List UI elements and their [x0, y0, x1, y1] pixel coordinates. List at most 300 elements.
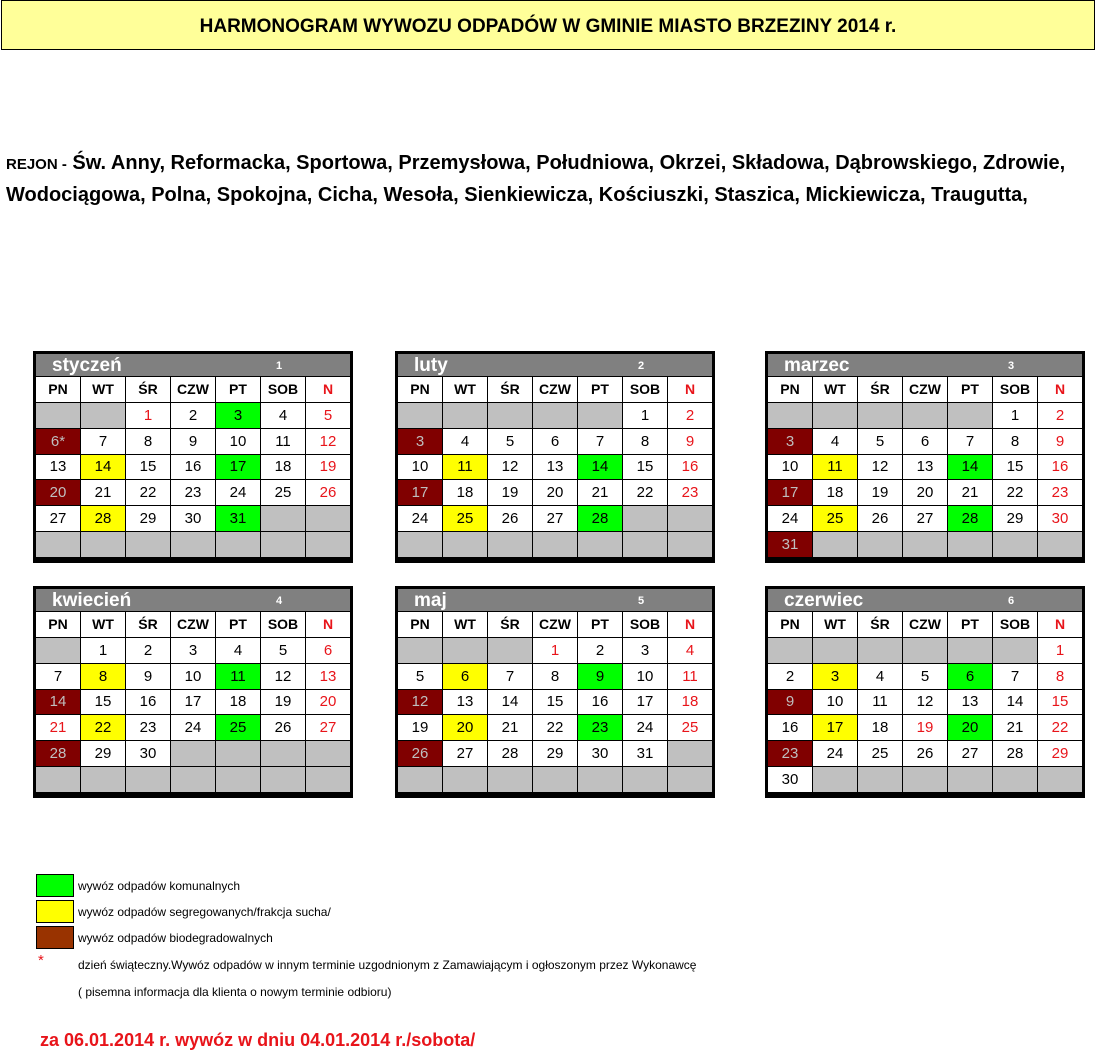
day-cell: 16 [768, 715, 812, 740]
day-cell: 1 [993, 403, 1037, 428]
day-cell: 27 [948, 741, 992, 766]
empty-day-cell [1038, 532, 1082, 557]
day-cell: 21 [81, 480, 125, 505]
empty-day-cell [533, 403, 577, 428]
empty-day-cell [398, 532, 442, 557]
month-number: 5 [638, 595, 645, 607]
day-cell: 7 [948, 429, 992, 454]
empty-day-cell [216, 767, 260, 792]
page-title: HARMONOGRAM WYWOZU ODPADÓW W GMINIE MIASTO BRZEZINY 2014 r. [1, 0, 1095, 50]
day-cell: 22 [993, 480, 1037, 505]
day-cell: 26 [903, 741, 947, 766]
day-cell: 5 [488, 429, 532, 454]
day-cell: 4 [668, 638, 712, 663]
empty-day-cell [443, 638, 487, 663]
day-cell: 26 [306, 480, 350, 505]
day-cell: 3 [398, 429, 442, 454]
day-cell: 28 [488, 741, 532, 766]
day-cell: 13 [443, 690, 487, 715]
empty-day-cell [578, 532, 622, 557]
weekday-header: N [668, 377, 712, 402]
day-cell: 28 [948, 506, 992, 531]
month-number: 2 [638, 360, 645, 372]
day-cell: 25 [668, 715, 712, 740]
day-cell: 29 [993, 506, 1037, 531]
day-cell: 13 [948, 690, 992, 715]
weekday-header: N [668, 612, 712, 637]
day-cell: 14 [488, 690, 532, 715]
weekday-header: N [1038, 612, 1082, 637]
day-cell: 4 [813, 429, 857, 454]
empty-day-cell [993, 532, 1037, 557]
day-cell: 13 [36, 455, 80, 480]
month-header [398, 589, 712, 611]
day-cell: 13 [903, 455, 947, 480]
day-cell: 14 [578, 455, 622, 480]
month-calendar [395, 586, 715, 798]
weekday-header: PN [398, 612, 442, 637]
empty-day-cell [488, 403, 532, 428]
month-grid [398, 377, 712, 557]
day-cell: 8 [81, 664, 125, 689]
day-cell: 9 [578, 664, 622, 689]
day-cell: 11 [858, 690, 902, 715]
footer-note: za 06.01.2014 r. wywóz w dniu 04.01.2014 r./sobota/ [40, 1030, 476, 1050]
day-cell: 5 [858, 429, 902, 454]
empty-day-cell [993, 767, 1037, 792]
empty-day-cell [813, 767, 857, 792]
day-cell: 22 [126, 480, 170, 505]
month-grid [768, 612, 1082, 792]
month-name: kwiecień [52, 590, 132, 611]
legend-swatch-green [36, 874, 74, 897]
empty-day-cell [948, 638, 992, 663]
month-number: 6 [1008, 595, 1015, 607]
day-cell: 27 [36, 506, 80, 531]
weekday-header: PN [36, 377, 80, 402]
day-cell: 19 [398, 715, 442, 740]
day-cell: 15 [993, 455, 1037, 480]
day-cell: 21 [948, 480, 992, 505]
empty-day-cell [171, 767, 215, 792]
weekday-header: PN [398, 377, 442, 402]
month-header [36, 354, 350, 376]
day-cell: 1 [126, 403, 170, 428]
empty-day-cell [306, 767, 350, 792]
weekday-header: CZW [171, 377, 215, 402]
weekday-header: PN [768, 612, 812, 637]
legend-swatch-brown [36, 926, 74, 949]
day-cell: 22 [623, 480, 667, 505]
weekday-header: WT [81, 377, 125, 402]
day-cell: 22 [533, 715, 577, 740]
empty-day-cell [398, 767, 442, 792]
day-cell: 4 [261, 403, 305, 428]
day-cell: 18 [261, 455, 305, 480]
day-cell: 3 [623, 638, 667, 663]
weekday-header: PN [768, 377, 812, 402]
weekday-header: SOB [993, 612, 1037, 637]
holiday-asterisk: * [38, 952, 44, 969]
day-cell: 9 [126, 664, 170, 689]
day-cell: 18 [443, 480, 487, 505]
day-cell: 21 [578, 480, 622, 505]
day-cell: 23 [1038, 480, 1082, 505]
weekday-header: N [1038, 377, 1082, 402]
day-cell: 13 [306, 664, 350, 689]
day-cell: 17 [768, 480, 812, 505]
day-cell: 23 [768, 741, 812, 766]
day-cell: 26 [261, 715, 305, 740]
region-description [6, 148, 1096, 211]
day-cell: 17 [813, 715, 857, 740]
day-cell: 23 [668, 480, 712, 505]
month-header [768, 589, 1082, 611]
day-cell: 20 [443, 715, 487, 740]
empty-day-cell [398, 403, 442, 428]
day-cell: 20 [948, 715, 992, 740]
day-cell: 28 [36, 741, 80, 766]
day-cell: 6 [533, 429, 577, 454]
day-cell: 20 [306, 690, 350, 715]
day-cell: 9 [768, 690, 812, 715]
weekday-header: PT [216, 612, 260, 637]
month-name: maj [414, 590, 447, 611]
empty-day-cell [126, 767, 170, 792]
day-cell: 28 [993, 741, 1037, 766]
empty-day-cell [993, 638, 1037, 663]
weekday-header: SOB [993, 377, 1037, 402]
day-cell: 2 [1038, 403, 1082, 428]
day-cell: 27 [903, 506, 947, 531]
empty-day-cell [578, 403, 622, 428]
day-cell: 8 [533, 664, 577, 689]
day-cell: 5 [261, 638, 305, 663]
day-cell: 25 [261, 480, 305, 505]
legend-swatch-yellow [36, 900, 74, 923]
month-grid [398, 612, 712, 792]
day-cell: 25 [813, 506, 857, 531]
day-cell: 27 [533, 506, 577, 531]
empty-day-cell [948, 403, 992, 428]
empty-day-cell [623, 506, 667, 531]
day-cell: 6* [36, 429, 80, 454]
day-cell: 20 [36, 480, 80, 505]
weekday-header: WT [813, 612, 857, 637]
day-cell: 25 [443, 506, 487, 531]
empty-day-cell [533, 767, 577, 792]
weekday-header: SOB [623, 377, 667, 402]
day-cell: 3 [216, 403, 260, 428]
day-cell: 26 [858, 506, 902, 531]
empty-day-cell [813, 638, 857, 663]
day-cell: 24 [398, 506, 442, 531]
day-cell: 4 [443, 429, 487, 454]
empty-day-cell [668, 506, 712, 531]
empty-day-cell [948, 767, 992, 792]
empty-day-cell [261, 506, 305, 531]
day-cell: 16 [171, 455, 215, 480]
empty-day-cell [668, 741, 712, 766]
weekday-header: ŚR [488, 377, 532, 402]
day-cell: 1 [81, 638, 125, 663]
month-number: 3 [1008, 360, 1015, 372]
day-cell: 18 [813, 480, 857, 505]
day-cell: 10 [623, 664, 667, 689]
month-calendar [765, 586, 1085, 798]
empty-day-cell [171, 532, 215, 557]
day-cell: 19 [903, 715, 947, 740]
weekday-header: PT [578, 612, 622, 637]
weekday-header: WT [813, 377, 857, 402]
day-cell: 8 [993, 429, 1037, 454]
day-cell: 28 [578, 506, 622, 531]
day-cell: 28 [81, 506, 125, 531]
month-grid [768, 377, 1082, 557]
empty-day-cell [306, 506, 350, 531]
day-cell: 29 [1038, 741, 1082, 766]
day-cell: 7 [488, 664, 532, 689]
weekday-header: PN [36, 612, 80, 637]
empty-day-cell [398, 638, 442, 663]
day-cell: 26 [488, 506, 532, 531]
empty-day-cell [443, 403, 487, 428]
weekday-header: N [306, 377, 350, 402]
empty-day-cell [306, 532, 350, 557]
day-cell: 27 [443, 741, 487, 766]
day-cell: 2 [578, 638, 622, 663]
month-calendar [33, 351, 353, 563]
day-cell: 8 [126, 429, 170, 454]
day-cell: 24 [813, 741, 857, 766]
day-cell: 6 [443, 664, 487, 689]
empty-day-cell [858, 532, 902, 557]
empty-day-cell [216, 741, 260, 766]
empty-day-cell [858, 403, 902, 428]
empty-day-cell [668, 532, 712, 557]
weekday-header: ŚR [126, 612, 170, 637]
weekday-header: ŚR [126, 377, 170, 402]
empty-day-cell [36, 403, 80, 428]
day-cell: 17 [623, 690, 667, 715]
empty-day-cell [858, 638, 902, 663]
legend-label-segregated: wywóz odpadów segregowanych/frakcja sucha/ [78, 905, 331, 919]
day-cell: 10 [813, 690, 857, 715]
day-cell: 6 [903, 429, 947, 454]
month-header [768, 354, 1082, 376]
day-cell: 2 [768, 664, 812, 689]
empty-day-cell [488, 638, 532, 663]
day-cell: 14 [81, 455, 125, 480]
day-cell: 6 [306, 638, 350, 663]
day-cell: 12 [858, 455, 902, 480]
day-cell: 16 [126, 690, 170, 715]
month-name: marzec [784, 355, 850, 376]
day-cell: 31 [216, 506, 260, 531]
day-cell: 12 [306, 429, 350, 454]
empty-day-cell [443, 767, 487, 792]
day-cell: 11 [813, 455, 857, 480]
empty-day-cell [261, 767, 305, 792]
day-cell: 9 [1038, 429, 1082, 454]
day-cell: 18 [668, 690, 712, 715]
day-cell: 10 [398, 455, 442, 480]
day-cell: 7 [578, 429, 622, 454]
day-cell: 22 [81, 715, 125, 740]
region-label: REJON - [6, 156, 67, 173]
empty-day-cell [81, 767, 125, 792]
day-cell: 26 [398, 741, 442, 766]
day-cell: 14 [993, 690, 1037, 715]
day-cell: 19 [261, 690, 305, 715]
empty-day-cell [171, 741, 215, 766]
empty-day-cell [903, 532, 947, 557]
empty-day-cell [858, 767, 902, 792]
weekday-header: SOB [623, 612, 667, 637]
weekday-header: WT [443, 612, 487, 637]
day-cell: 24 [623, 715, 667, 740]
day-cell: 15 [126, 455, 170, 480]
empty-day-cell [36, 532, 80, 557]
day-cell: 31 [623, 741, 667, 766]
day-cell: 9 [668, 429, 712, 454]
day-cell: 14 [948, 455, 992, 480]
day-cell: 5 [306, 403, 350, 428]
day-cell: 7 [993, 664, 1037, 689]
day-cell: 12 [398, 690, 442, 715]
day-cell: 3 [171, 638, 215, 663]
day-cell: 11 [261, 429, 305, 454]
day-cell: 27 [306, 715, 350, 740]
weekday-header: CZW [171, 612, 215, 637]
day-cell: 12 [488, 455, 532, 480]
day-cell: 6 [948, 664, 992, 689]
empty-day-cell [768, 638, 812, 663]
day-cell: 8 [623, 429, 667, 454]
day-cell: 17 [398, 480, 442, 505]
day-cell: 18 [216, 690, 260, 715]
day-cell: 24 [171, 715, 215, 740]
month-number: 1 [276, 360, 283, 372]
day-cell: 20 [903, 480, 947, 505]
empty-day-cell [768, 403, 812, 428]
month-name: styczeń [52, 355, 122, 376]
day-cell: 2 [126, 638, 170, 663]
day-cell: 24 [216, 480, 260, 505]
day-cell: 9 [171, 429, 215, 454]
empty-day-cell [903, 767, 947, 792]
empty-day-cell [903, 638, 947, 663]
empty-day-cell [261, 741, 305, 766]
day-cell: 31 [768, 532, 812, 557]
day-cell: 20 [533, 480, 577, 505]
empty-day-cell [813, 532, 857, 557]
empty-day-cell [623, 767, 667, 792]
day-cell: 7 [36, 664, 80, 689]
weekday-header: PT [216, 377, 260, 402]
weekday-header: ŚR [488, 612, 532, 637]
weekday-header: SOB [261, 377, 305, 402]
day-cell: 14 [36, 690, 80, 715]
month-calendar [33, 586, 353, 798]
empty-day-cell [488, 532, 532, 557]
weekday-header: ŚR [858, 377, 902, 402]
day-cell: 17 [216, 455, 260, 480]
month-grid [36, 377, 350, 557]
day-cell: 17 [171, 690, 215, 715]
day-cell: 30 [1038, 506, 1082, 531]
day-cell: 25 [858, 741, 902, 766]
day-cell: 23 [126, 715, 170, 740]
day-cell: 10 [216, 429, 260, 454]
day-cell: 22 [1038, 715, 1082, 740]
day-cell: 30 [578, 741, 622, 766]
day-cell: 21 [488, 715, 532, 740]
day-cell: 15 [81, 690, 125, 715]
day-cell: 12 [261, 664, 305, 689]
month-name: czerwiec [784, 590, 864, 611]
legend-label-municipal: wywóz odpadów komunalnych [78, 879, 241, 893]
day-cell: 7 [81, 429, 125, 454]
day-cell: 29 [533, 741, 577, 766]
day-cell: 1 [1038, 638, 1082, 663]
day-cell: 3 [768, 429, 812, 454]
day-cell: 19 [858, 480, 902, 505]
empty-day-cell [668, 767, 712, 792]
weekday-header: PT [948, 612, 992, 637]
day-cell: 15 [1038, 690, 1082, 715]
weekday-header: SOB [261, 612, 305, 637]
weekday-header: WT [443, 377, 487, 402]
holiday-note-detail: ( pisemna informacja dla klienta o nowym terminie odbioru) [78, 985, 392, 999]
weekday-header: CZW [533, 377, 577, 402]
day-cell: 16 [1038, 455, 1082, 480]
day-cell: 19 [488, 480, 532, 505]
empty-day-cell [81, 532, 125, 557]
month-header [398, 354, 712, 376]
day-cell: 4 [216, 638, 260, 663]
weekday-header: CZW [903, 612, 947, 637]
day-cell: 10 [171, 664, 215, 689]
empty-day-cell [81, 403, 125, 428]
empty-day-cell [903, 403, 947, 428]
legend-label-biodegradable: wywóz odpadów biodegradowalnych [78, 931, 273, 945]
month-number: 4 [276, 595, 283, 607]
empty-day-cell [261, 532, 305, 557]
empty-day-cell [216, 532, 260, 557]
day-cell: 23 [171, 480, 215, 505]
holiday-note: dzień świąteczny.Wywóz odpadów w innym terminie uzgodnionym z Zamawiającym i ogłoszonym przez Wykonawcę [78, 958, 697, 972]
empty-day-cell [623, 532, 667, 557]
day-cell: 10 [768, 455, 812, 480]
day-cell: 15 [533, 690, 577, 715]
day-cell: 3 [813, 664, 857, 689]
month-calendar [395, 351, 715, 563]
day-cell: 1 [623, 403, 667, 428]
day-cell: 2 [171, 403, 215, 428]
day-cell: 29 [126, 506, 170, 531]
day-cell: 2 [668, 403, 712, 428]
empty-day-cell [306, 741, 350, 766]
day-cell: 1 [533, 638, 577, 663]
empty-day-cell [948, 532, 992, 557]
weekday-header: WT [81, 612, 125, 637]
day-cell: 18 [858, 715, 902, 740]
weekday-header: PT [948, 377, 992, 402]
month-name: luty [414, 355, 448, 376]
weekday-header: CZW [903, 377, 947, 402]
day-cell: 29 [81, 741, 125, 766]
